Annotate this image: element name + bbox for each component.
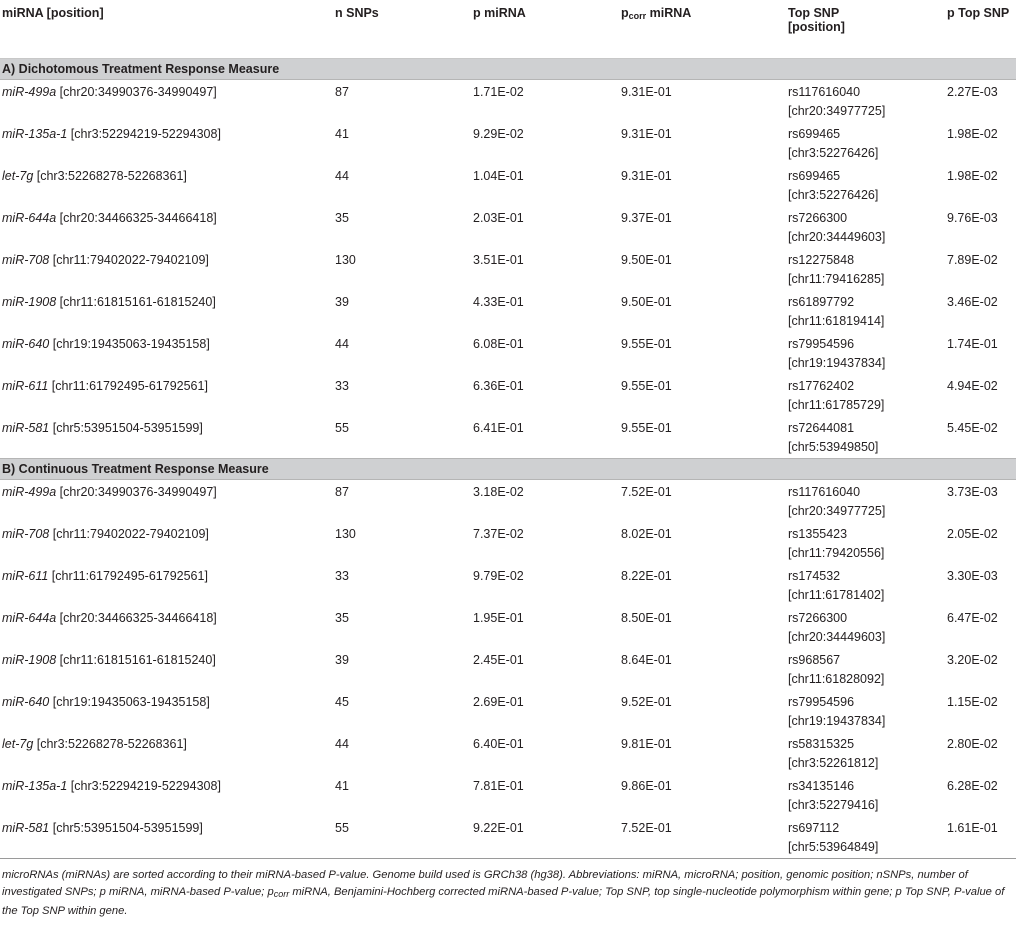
cell-top-snp [788,206,947,248]
cell-pcorr-mirna: 8.50E-01 [621,611,672,625]
top-snp-id: rs697112 [788,821,840,835]
mirna-position: [chr19:19435063-19435158] [49,337,210,351]
table-row [0,248,1016,290]
cell-top-snp [788,290,947,332]
top-snp-position: [chr3:52276426] [788,146,879,160]
top-snp-position: [chr11:61785729] [788,398,885,412]
mirna-position: [chr5:53951504-53951599] [49,821,203,835]
table-row [0,732,1016,774]
top-snp-id: rs1355423 [788,527,848,541]
top-snp-id: rs34135146 [788,779,855,793]
header-pcorr-sub: corr [628,11,647,21]
cell-n-snps: 87 [335,485,349,499]
top-snp-id: rs12275848 [788,253,855,267]
header-top-snp-line1: Top SNP [788,6,840,20]
cell-n-snps: 35 [335,211,349,225]
mirna-gene: miR-644a [2,611,57,625]
cell-top-snp [788,480,947,523]
cell-n-snps: 41 [335,127,349,141]
header-top-snp-line2: [position] [788,20,845,34]
table-row [0,122,1016,164]
cell-p-mirna: 2.69E-01 [473,695,524,709]
table-row [0,648,1016,690]
cell-mirna-position [0,290,335,332]
cell-p-mirna: 2.03E-01 [473,211,524,225]
mirna-gene: miR-611 [2,569,49,583]
table-row [0,816,1016,859]
cell-p-top-snp: 3.30E-03 [947,569,998,583]
cell-n-snps: 39 [335,653,349,667]
top-snp-id: rs58315325 [788,737,855,751]
cell-pcorr-mirna: 9.55E-01 [621,421,672,435]
footnote-sub: corr [273,889,290,899]
top-snp-id: rs699465 [788,127,841,141]
cell-n-snps: 45 [335,695,349,709]
cell-mirna-position [0,564,335,606]
cell-p-top-snp: 1.98E-02 [947,127,998,141]
top-snp-position: [chr11:79416285] [788,272,885,286]
cell-pcorr-mirna: 9.52E-01 [621,695,672,709]
top-snp-position: [chr5:53964849] [788,840,879,854]
cell-n-snps: 41 [335,779,349,793]
mirna-gene: miR-1908 [2,295,57,309]
cell-p-mirna: 6.40E-01 [473,737,524,751]
mirna-gene: miR-135a-1 [2,779,68,793]
cell-n-snps: 44 [335,737,349,751]
cell-p-top-snp: 4.94E-02 [947,379,998,393]
cell-p-mirna: 6.36E-01 [473,379,524,393]
mirna-gene: miR-644a [2,211,57,225]
table-row [0,690,1016,732]
cell-n-snps: 44 [335,169,349,183]
table-row [0,290,1016,332]
top-snp-position: [chr20:34977725] [788,504,886,518]
section-b-body [0,459,1016,859]
top-snp-position: [chr11:61828092] [788,672,885,686]
mirna-gene: miR-135a-1 [2,127,68,141]
cell-pcorr-mirna: 8.22E-01 [621,569,672,583]
cell-mirna-position [0,374,335,416]
cell-mirna-position [0,332,335,374]
cell-p-mirna: 2.45E-01 [473,653,524,667]
cell-n-snps: 44 [335,337,349,351]
table-row [0,606,1016,648]
cell-pcorr-mirna: 9.31E-01 [621,85,672,99]
table-row [0,206,1016,248]
top-snp-position: [chr11:61819414] [788,314,885,328]
cell-p-top-snp: 9.76E-03 [947,211,998,225]
top-snp-id: rs968567 [788,653,841,667]
header-p-top-snp: p Top SNP [947,0,1016,59]
cell-pcorr-mirna: 9.37E-01 [621,211,672,225]
top-snp-position: [chr11:61781402] [788,588,885,602]
section-b-header [0,459,1016,480]
top-snp-id: rs79954596 [788,337,855,351]
mirna-gene: miR-708 [2,527,50,541]
top-snp-position: [chr19:19437834] [788,714,886,728]
mirna-gene: miR-611 [2,379,49,393]
cell-top-snp [788,122,947,164]
cell-p-mirna: 3.18E-02 [473,485,524,499]
section-a-body [0,59,1016,459]
cell-p-mirna: 1.04E-01 [473,169,524,183]
top-snp-id: rs17762402 [788,379,855,393]
table-row [0,774,1016,816]
cell-mirna-position [0,206,335,248]
cell-mirna-position [0,416,335,459]
cell-mirna-position [0,80,335,123]
cell-p-mirna: 9.22E-01 [473,816,621,859]
top-snp-position: [chr5:53949850] [788,440,879,454]
section-b-title: B) Continuous Treatment Response Measure [0,459,1016,480]
mirna-position: [chr3:52268278-52268361] [33,169,187,183]
table-row [0,332,1016,374]
cell-pcorr-mirna: 9.50E-01 [621,295,672,309]
top-snp-id: rs117616040 [788,485,861,499]
cell-p-top-snp: 3.73E-03 [947,485,998,499]
cell-p-mirna: 3.51E-01 [473,253,524,267]
cell-top-snp [788,332,947,374]
cell-n-snps: 35 [335,611,349,625]
cell-p-top-snp: 3.46E-02 [947,295,998,309]
mirna-position: [chr3:52294219-52294308] [67,779,221,793]
table-row [0,374,1016,416]
mirna-gene: let-7g [2,737,34,751]
top-snp-id: rs7266300 [788,211,848,225]
cell-p-mirna: 1.95E-01 [473,611,524,625]
cell-n-snps: 33 [335,569,349,583]
cell-mirna-position [0,690,335,732]
table-row [0,564,1016,606]
top-snp-position: [chr20:34449603] [788,630,886,644]
cell-top-snp [788,648,947,690]
cell-p-mirna: 6.41E-01 [473,421,524,435]
cell-mirna-position [0,480,335,523]
mirna-position: [chr20:34990376-34990497] [56,85,217,99]
cell-mirna-position [0,164,335,206]
table-footnote [0,859,1012,920]
cell-mirna-position [0,122,335,164]
cell-pcorr-mirna: 8.02E-01 [621,527,672,541]
cell-mirna-position [0,648,335,690]
mirna-position: [chr11:79402022-79402109] [49,527,209,541]
header-pcorr-p: p [621,6,629,20]
cell-p-top-snp: 2.27E-03 [947,85,998,99]
mirna-position: [chr11:61815161-61815240] [56,295,216,309]
mirna-position: [chr11:79402022-79402109] [49,253,209,267]
cell-top-snp [788,564,947,606]
top-snp-position: [chr20:34449603] [788,230,886,244]
cell-top-snp [788,732,947,774]
cell-p-mirna: 7.37E-02 [473,527,524,541]
cell-n-snps: 87 [335,85,349,99]
mirna-gene: let-7g [2,169,34,183]
top-snp-id: rs7266300 [788,611,848,625]
header-row [0,0,1016,59]
cell-top-snp [788,164,947,206]
table-row [0,522,1016,564]
mirna-gene: miR-499a [2,485,57,499]
cell-p-top-snp: 2.05E-02 [947,527,998,541]
cell-pcorr-mirna: 9.31E-01 [621,127,672,141]
top-snp-id: rs72644081 [788,421,855,435]
top-snp-position: [chr11:79420556] [788,546,885,560]
cell-p-top-snp: 1.15E-02 [947,695,998,709]
footnote-part2: miRNA, Benjamini-Hochberg corrected miRNA-based P-value; Top SNP, top single-nucleotide polymorphism within gene; p Top SNP, P-value of the Top SNP within gene. [2,886,1005,917]
cell-top-snp [788,416,947,459]
mirna-gene: miR-1908 [2,653,57,667]
top-snp-id: rs699465 [788,169,841,183]
top-snp-position: [chr3:52279416] [788,798,879,812]
cell-top-snp [788,774,947,816]
mirna-position: [chr3:52268278-52268361] [33,737,187,751]
cell-top-snp [788,80,947,123]
cell-top-snp [788,606,947,648]
footnote-part1: microRNAs (miRNAs) are sorted according to their miRNA-based P-value. Genome build used is GRCh38 (hg38). Abbreviations: miRNA, microRNA; position, genomic position; nSNPs, number of investigated SNPs; p miRNA, miRNA-based P-value; p [2,869,968,898]
top-snp-position: [chr19:19437834] [788,356,886,370]
cell-p-top-snp: 2.80E-02 [947,737,998,751]
header-pcorr-rest: miRNA [646,6,692,20]
top-snp-id: rs117616040 [788,85,861,99]
cell-p-top-snp: 1.74E-01 [947,337,998,351]
table-row [0,80,1016,123]
header-n-snps: n SNPs [335,0,473,59]
mirna-gene: miR-708 [2,253,50,267]
cell-p-mirna: 6.08E-01 [473,337,524,351]
cell-mirna-position [0,774,335,816]
table-row [0,480,1016,523]
header-mirna-position: miRNA [position] [0,0,335,59]
cell-n-snps: 130 [335,527,356,541]
top-snp-position: [chr3:52261812] [788,756,879,770]
cell-top-snp [788,248,947,290]
cell-p-mirna: 4.33E-01 [473,295,524,309]
mirna-position: [chr19:19435063-19435158] [49,695,210,709]
cell-pcorr-mirna: 9.81E-01 [621,737,672,751]
cell-p-mirna: 9.79E-02 [473,569,524,583]
table-row [0,416,1016,459]
cell-top-snp [788,522,947,564]
cell-top-snp [788,690,947,732]
cell-p-top-snp: 1.61E-01 [947,816,1016,859]
cell-p-mirna: 9.29E-02 [473,127,524,141]
cell-mirna-position [0,248,335,290]
mirna-gene: miR-581 [2,821,50,835]
mirna-position: [chr20:34466325-34466418] [56,211,217,225]
mirna-position: [chr11:61792495-61792561] [48,569,208,583]
cell-p-top-snp: 1.98E-02 [947,169,998,183]
mirna-gene: miR-640 [2,695,50,709]
cell-n-snps: 55 [335,421,349,435]
cell-top-snp [788,374,947,416]
top-snp-id: rs174532 [788,569,841,583]
cell-top-snp [788,816,947,859]
mirna-position: [chr20:34466325-34466418] [56,611,217,625]
cell-pcorr-mirna: 8.64E-01 [621,653,672,667]
cell-pcorr-mirna: 9.31E-01 [621,169,672,183]
cell-p-mirna: 1.71E-02 [473,85,524,99]
cell-mirna-position [0,816,335,859]
cell-n-snps: 33 [335,379,349,393]
cell-p-top-snp: 6.47E-02 [947,611,998,625]
cell-n-snps: 55 [335,816,473,859]
mirna-gene: miR-581 [2,421,50,435]
cell-mirna-position [0,522,335,564]
cell-p-top-snp: 7.89E-02 [947,253,998,267]
header-p-mirna: p miRNA [473,0,621,59]
top-snp-id: rs61897792 [788,295,855,309]
cell-pcorr-mirna: 9.55E-01 [621,337,672,351]
mirna-position: [chr11:61815161-61815240] [56,653,216,667]
mirna-position: [chr5:53951504-53951599] [49,421,203,435]
cell-p-mirna: 7.81E-01 [473,779,524,793]
cell-p-top-snp: 5.45E-02 [947,421,998,435]
header-top-snp [788,0,947,59]
cell-pcorr-mirna: 9.86E-01 [621,779,672,793]
cell-pcorr-mirna: 7.52E-01 [621,485,672,499]
mirna-position: [chr3:52294219-52294308] [67,127,221,141]
cell-mirna-position [0,606,335,648]
cell-p-top-snp: 6.28E-02 [947,779,998,793]
cell-pcorr-mirna: 9.50E-01 [621,253,672,267]
mirna-position: [chr11:61792495-61792561] [48,379,208,393]
section-a-header [0,59,1016,80]
cell-pcorr-mirna: 9.55E-01 [621,379,672,393]
cell-n-snps: 39 [335,295,349,309]
top-snp-id: rs79954596 [788,695,855,709]
mirna-gene: miR-640 [2,337,50,351]
top-snp-position: [chr3:52276426] [788,188,879,202]
cell-p-top-snp: 3.20E-02 [947,653,998,667]
cell-pcorr-mirna: 7.52E-01 [621,816,788,859]
mirna-gene: miR-499a [2,85,57,99]
top-snp-position: [chr20:34977725] [788,104,886,118]
section-a-title: A) Dichotomous Treatment Response Measure [0,59,1016,80]
cell-mirna-position [0,732,335,774]
cell-n-snps: 130 [335,253,356,267]
table-row [0,164,1016,206]
mirna-position: [chr20:34990376-34990497] [56,485,217,499]
header-pcorr-mirna [621,0,788,59]
